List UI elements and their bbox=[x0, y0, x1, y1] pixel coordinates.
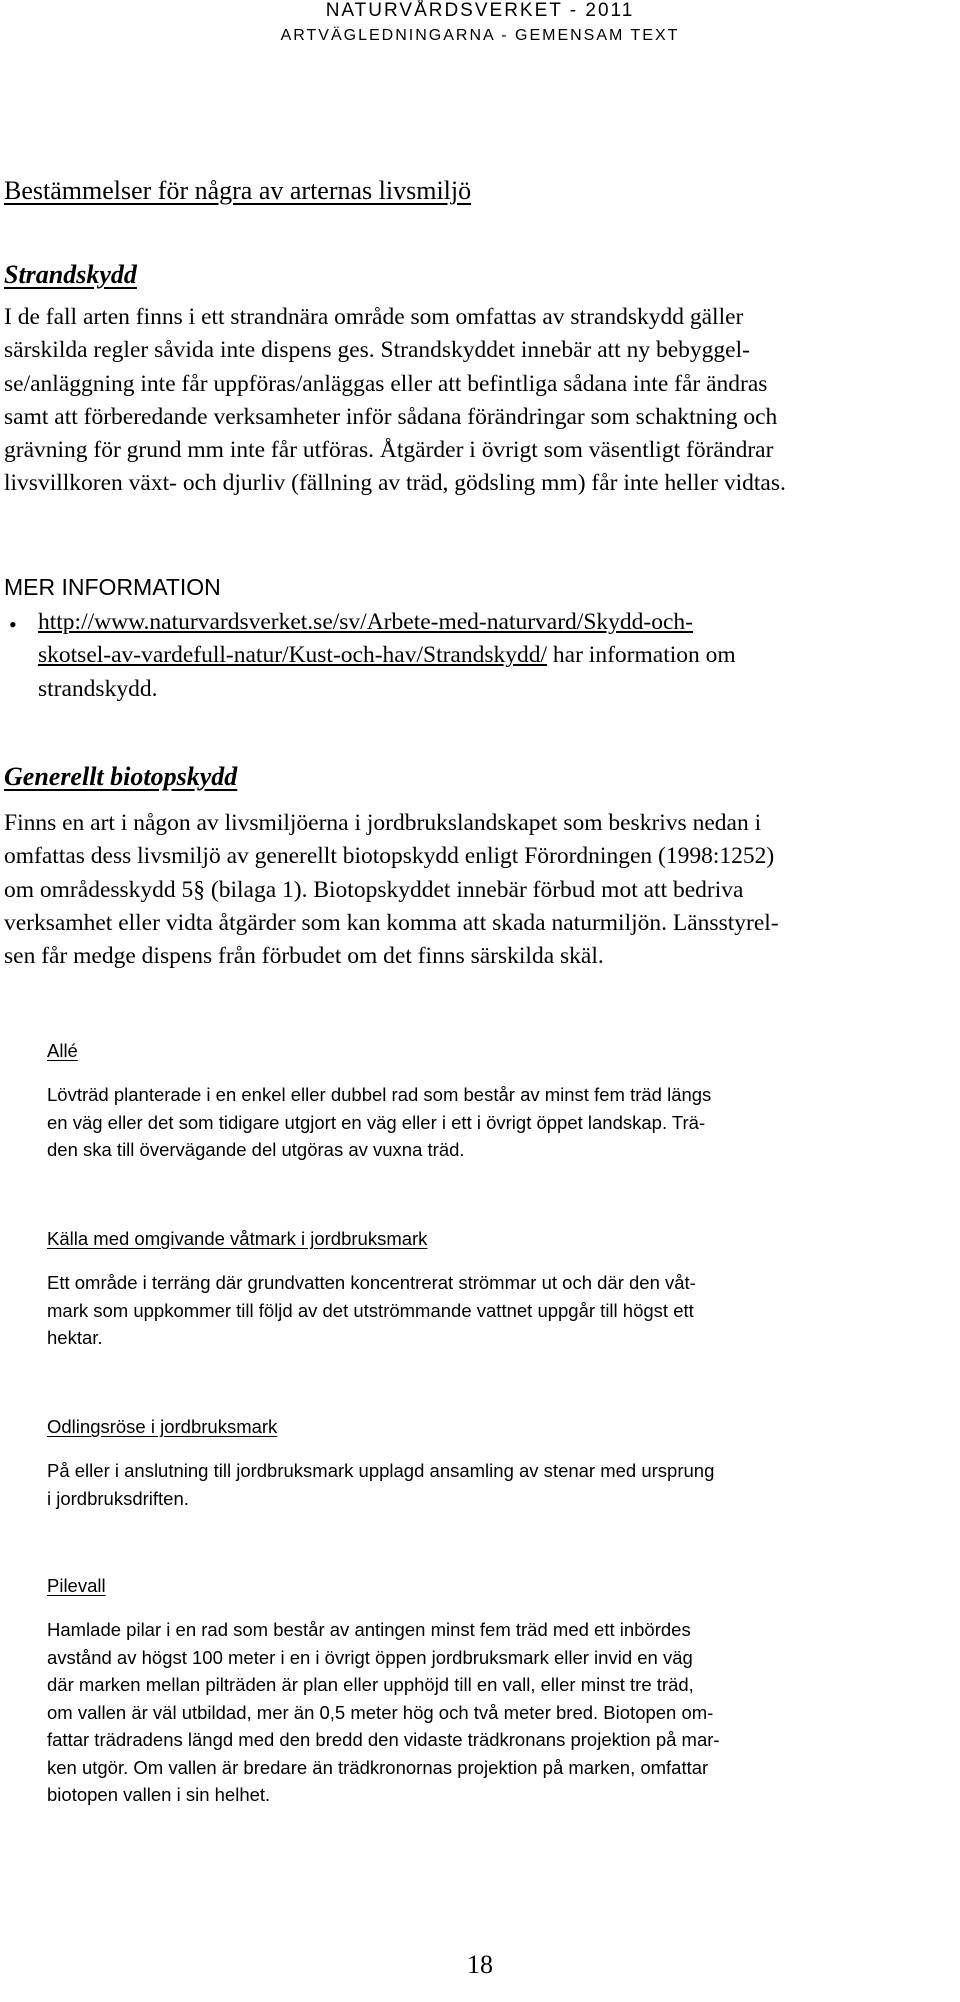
paragraph-line: På eller i anslutning till jordbruksmark upplagd ansamling av stenar med ursprung bbox=[47, 1460, 715, 1481]
paragraph-line: livsvillkoren växt- och djurliv (fällning av träd, gödsling mm) får inte heller vidtas. bbox=[4, 470, 786, 497]
paragraph-line: en väg eller det som tidigare utgjort en väg eller i ett i övrigt öppet landskap. Trä- bbox=[47, 1111, 706, 1133]
link-suffix: har information om bbox=[547, 642, 736, 669]
more-info-item bbox=[38, 606, 736, 706]
more-info-heading: MER INFORMATION bbox=[4, 574, 221, 600]
paragraph-line: strandskydd. bbox=[38, 675, 158, 702]
paragraph-line: Ett område i terräng där grundvatten koncentrerat strömmar ut och där den våt- bbox=[47, 1272, 696, 1293]
biotope-title-alle: Allé bbox=[47, 1040, 78, 1061]
paragraph-line: om områdesskydd 5§ (bilaga 1). Biotopskyddet innebär förbud mot att bedriva bbox=[4, 876, 744, 903]
bullet-icon: • bbox=[9, 612, 17, 637]
paragraph-line: I de fall arten finns i ett strandnära område som omfattas av strandskydd gäller bbox=[4, 304, 744, 330]
paragraph-line: verksamhet eller vidta åtgärder som kan komma att skada naturmiljön. Länsstyrel- bbox=[4, 909, 779, 936]
paragraph-line: samt att förberedande verksamheter inför sådana förändringar som schaktning och bbox=[4, 403, 778, 430]
biotope-title-odlingsrose: Odlingsröse i jordbruksmark bbox=[47, 1416, 278, 1437]
paragraph-line: sen får medge dispens från förbudet om det finns särskilda skäl. bbox=[4, 943, 604, 970]
biotope-title-pilevall: Pilevall bbox=[47, 1575, 106, 1596]
header-publisher: NATURVÅRDSVERKET - 2011 bbox=[325, 0, 635, 21]
biotope-description-pilevall bbox=[47, 1616, 720, 1809]
paragraph-line: avstånd av högst 100 meter i en i övrigt öppen jordbruksmark eller invid en väg bbox=[47, 1646, 693, 1668]
page-number: 18 bbox=[467, 1950, 493, 1979]
paragraph-line: mark som uppkommer till följd av det utströmmande vattnet uppgår till högst ett bbox=[47, 1299, 694, 1321]
paragraph-line: hektar. bbox=[47, 1327, 103, 1348]
biotope-description-kalla bbox=[47, 1269, 696, 1352]
paragraph-line: där marken mellan pilträden är plan eller upphöjd till en vall, eller minst tre träd, bbox=[47, 1674, 694, 1695]
paragraph-line: fattar trädradens längd med den bredd den vidaste trädkronans projektion på mar- bbox=[47, 1729, 720, 1750]
biotopskydd-paragraph bbox=[4, 807, 779, 973]
biotopskydd-heading: Generellt biotopskydd bbox=[4, 762, 238, 791]
paragraph-line: särskilda regler såvida inte dispens ges. Strandskyddet innebär att ny bebyggel- bbox=[4, 337, 750, 364]
paragraph-line: Hamlade pilar i en rad som består av antingen minst fem träd med ett inbördes bbox=[47, 1619, 691, 1640]
paragraph-line: om vallen är väl utbildad, mer än 0,5 meter hög och två meter bred. Biotopen om- bbox=[47, 1701, 714, 1723]
strandskydd-link[interactable]: http://www.naturvardsverket.se/sv/Arbete-med-naturvard/Skydd-och- bbox=[38, 609, 693, 635]
paragraph-line: grävning för grund mm inte får utföras. Åtgärder i övrigt som väsentligt förändrar bbox=[4, 437, 774, 464]
header-subtitle: ARTVÄGLEDNINGARNA - GEMENSAM TEXT bbox=[280, 27, 680, 44]
paragraph-line: Lövträd planterade i en enkel eller dubbel rad som består av minst fem träd längs bbox=[47, 1084, 712, 1105]
paragraph-line: i jordbruksdriften. bbox=[47, 1487, 189, 1509]
paragraph-line: ken utgör. Om vallen är bredare än trädkronornas projektion på marken, omfattar bbox=[47, 1756, 709, 1778]
strandskydd-heading: Strandskydd bbox=[4, 260, 137, 289]
paragraph-line: se/anläggning inte får uppföras/anläggas eller att befintliga sådana inte får ändras bbox=[4, 370, 768, 397]
paragraph-line: den ska till övervägande del utgöras av vuxna träd. bbox=[47, 1139, 465, 1160]
biotope-description-odlingsrose bbox=[47, 1457, 714, 1512]
strandskydd-paragraph bbox=[4, 301, 786, 501]
paragraph-line: biotopen vallen i sin helhet. bbox=[47, 1784, 271, 1805]
biotope-description-alle bbox=[47, 1081, 711, 1164]
biotope-title-kalla: Källa med omgivande våtmark i jordbruksmark bbox=[47, 1228, 428, 1249]
strandskydd-link-continued[interactable]: skotsel-av-vardefull-natur/Kust-och-hav/Strandskydd/ bbox=[38, 642, 548, 669]
paragraph-line: Finns en art i någon av livsmiljöerna i jordbrukslandskapet som beskrivs nedan i bbox=[4, 810, 762, 836]
paragraph-line: omfattas dess livsmiljö av generellt biotopskydd enligt Förordningen (1998:1252) bbox=[4, 843, 775, 870]
section-heading: Bestämmelser för några av arternas livsmiljö bbox=[4, 176, 472, 205]
